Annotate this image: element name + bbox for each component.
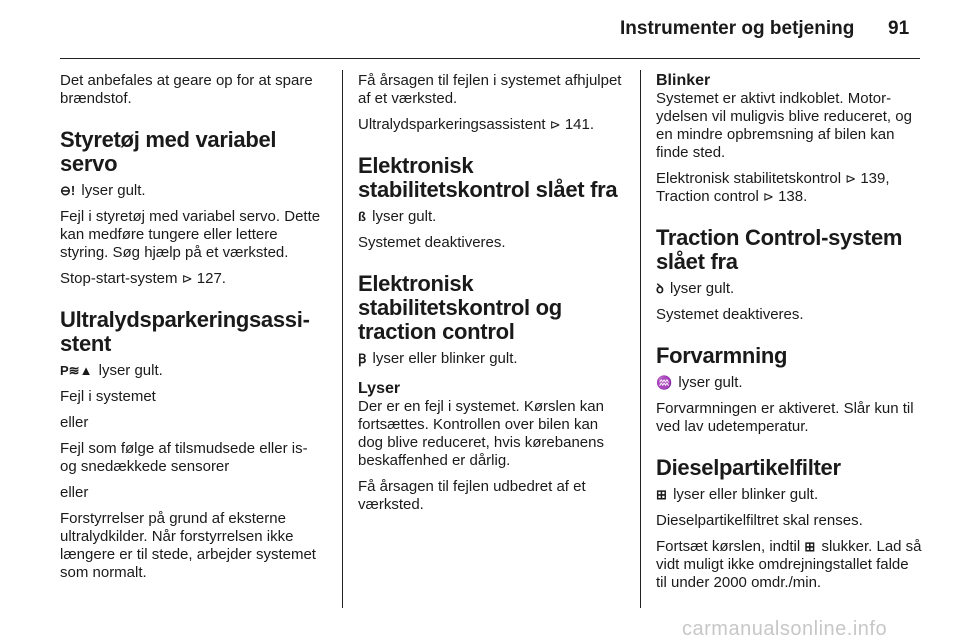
- blinker-text: Systemet er aktivt indkoblet. Motorydelsen vil muligvis blive reduceret, og en mindre opbremsning af bilen kan finde sted.: [656, 90, 912, 161]
- esc-page: 139,: [860, 170, 890, 187]
- stopstart-ref: [60, 270, 326, 288]
- faa-aarsag: Få årsagen til fejlen i systemet afhjulpet af et værksted.: [358, 72, 622, 107]
- page-reference-icon: ⊳: [845, 171, 857, 186]
- forvarm-text: Forvarmningen er aktiveret. Slår kun til ved lav udetemperatur.: [656, 400, 914, 435]
- heading-tc-off: Traction Control-system slået fra: [656, 225, 903, 274]
- forvarm-lys: lyser gult.: [678, 374, 743, 391]
- tc-off-indicator: [656, 280, 922, 298]
- styretoj-indicator: [60, 182, 326, 200]
- column-2: [358, 72, 624, 514]
- column-divider-1: [342, 70, 343, 608]
- page-reference-icon: ⊳: [763, 189, 774, 204]
- steering-warning-icon: ⊖!: [60, 183, 76, 198]
- heading-styretoj: Styretøj med variabel servo: [60, 127, 277, 176]
- page-reference-icon: ⊳: [549, 117, 561, 132]
- ultralyd-indicator: [60, 362, 326, 380]
- ultralyd-lys: lyser gult.: [98, 362, 163, 379]
- dpf-fortsaet-2: slukker. Lad så vidt muligt ikke omdrejningstallet falde til under 2000 omdr./min.: [656, 538, 922, 591]
- heading-ultralyd: Ultralydsparkeringsassistent: [60, 307, 310, 356]
- column-3: [656, 72, 922, 592]
- page-number: 91: [888, 18, 910, 39]
- eller-2: eller: [60, 484, 89, 501]
- heading-esc-off: Elektronisk stabilitetskontrol slået fra: [358, 153, 618, 202]
- esc-tc-lys: lyser eller blinker gult.: [372, 350, 518, 367]
- column-1: [60, 72, 326, 582]
- ultra-page: 141.: [564, 116, 595, 133]
- forvarm-indicator: [656, 374, 922, 392]
- esc-off-indicator: [358, 208, 624, 226]
- tc-off-icon: ꝺ: [656, 281, 664, 296]
- dpf-indicator: [656, 486, 922, 504]
- header-title: Instrumenter og betjening: [620, 18, 855, 39]
- dpf-lys: lyser eller blinker gult.: [673, 486, 819, 503]
- dpf-fortsaet: [656, 538, 922, 592]
- stopstart-label: Stop-start-system: [60, 270, 178, 287]
- esc-label: Elektronisk stabilitetskontrol: [656, 170, 842, 187]
- dpf-icon: ⊞: [656, 487, 667, 502]
- dpf-fortsaet-1: Fortsæt kørslen, indtil: [656, 538, 801, 555]
- fejl-systemet: Fejl i systemet: [60, 388, 156, 405]
- page-reference-icon: ⊳: [181, 271, 193, 286]
- esc-off-icon: ß: [358, 209, 366, 224]
- tc-off-lys: lyser gult.: [669, 280, 735, 297]
- esc-off-lys: lyser gult.: [372, 208, 437, 225]
- lyser-faa: Få årsagen til fejlen udbedret af et værksted.: [358, 478, 586, 513]
- intro-paragraph: Det anbefales at geare op for at spare brændstof.: [60, 72, 313, 107]
- column-divider-2: [640, 70, 641, 608]
- esc-tc-icon: Ꞵ: [358, 351, 367, 366]
- styretoj-text: Fejl i styretøj med variabel servo. Dette kan medføre tungere eller lettere styring. Søg hjælp på et værksted.: [60, 208, 321, 261]
- fejl-sensorer: Fejl som følge af tilsmudsede eller is- og snedækkede sensorer: [60, 440, 308, 475]
- lyser-text: Der er en fejl i systemet. Kørslen kan fortsættes. Kontrollen over bilen kan dog blive reduceret, hvis kørebanens beskaffenhed er dårlig.: [358, 398, 604, 469]
- heading-forvarmning: Forvarmning: [656, 343, 788, 368]
- esc-off-deaktiveres: Systemet deaktiveres.: [358, 234, 506, 251]
- heading-lyser: Lyser: [358, 380, 401, 397]
- dpf-renses: Dieselpartikelfiltret skal renses.: [656, 512, 863, 529]
- esc-tc-refs: [656, 170, 922, 206]
- esc-tc-indicator: [358, 350, 624, 368]
- ultra-label: Ultralydsparkeringsassistent: [358, 116, 546, 133]
- forstyrrelser: Forstyrrelser på grund af eksterne ultralydkilder. Når forstyrrelsen ikke længere er til stede, arbejder systemet som normalt.: [60, 510, 316, 581]
- heading-blinker: Blinker: [656, 72, 711, 89]
- tc-page: 138.: [778, 188, 808, 205]
- tc-label: Traction control: [656, 188, 759, 205]
- stopstart-page: 127.: [196, 270, 226, 287]
- dpf-icon: ⊞: [804, 539, 816, 554]
- glow-plug-icon: ♒: [656, 375, 673, 390]
- styretoj-lys: lyser gult.: [81, 182, 146, 199]
- ultra-ref: [358, 116, 624, 134]
- heading-esc-tc: Elektronisk stabilitetskontrol og traction control: [358, 271, 562, 344]
- watermark: carmanualsonline.info: [682, 618, 888, 640]
- eller-1: eller: [60, 414, 89, 431]
- header-rule: [60, 58, 920, 59]
- parking-assist-icon: P≋▲: [60, 363, 93, 378]
- tc-off-deaktiveres: Systemet deaktiveres.: [656, 306, 804, 323]
- heading-diesel: Dieselpartikelfilter: [656, 455, 841, 480]
